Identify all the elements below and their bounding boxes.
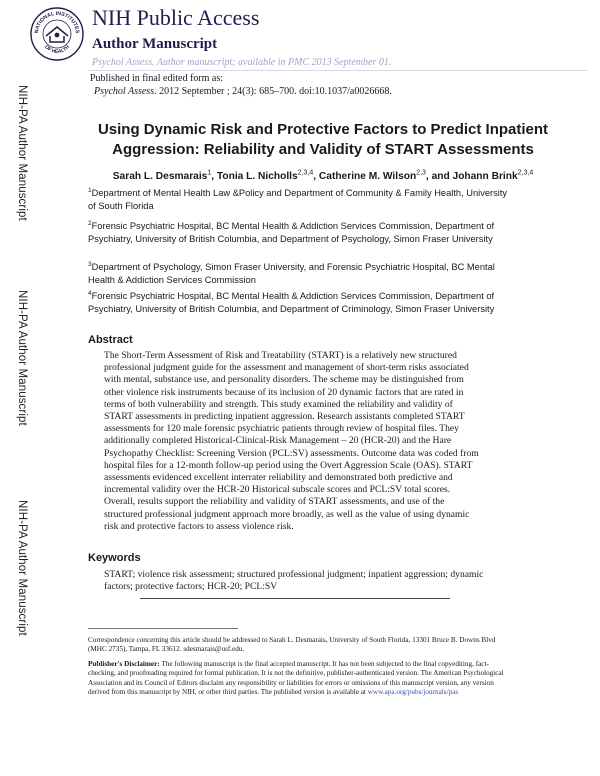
author-3 bbox=[319, 171, 453, 182]
author-1 bbox=[113, 171, 217, 182]
logo-text-top: NATIONAL INSTITUTES bbox=[33, 10, 81, 34]
apa-journal-link[interactable]: www.apa.org/pubs/journals/pas bbox=[367, 688, 459, 697]
author-name: Johann Brink bbox=[452, 171, 518, 183]
author-affiliation-marker: 1 bbox=[207, 170, 212, 177]
affiliation-4: $^4$Forensic Psychiatric Hospital, BC Mental Health & Addiction Services Commission, Department of Psychiatry, University of British Columbia, and Department of Criminology, Simon Fraser University bbox=[88, 290, 495, 314]
author-affiliation-marker: 2,3,4 bbox=[517, 170, 534, 177]
logo-text-bottom: OF HEALTH bbox=[43, 44, 71, 56]
header-title: NIH Public Access bbox=[92, 5, 260, 30]
affiliation-1: $^1$Department of Mental Health Law &Policy and Department of Community & Family Health, University of South Florida bbox=[88, 187, 508, 211]
nih-pa-watermark-top: NIH-PA Author Manuscript bbox=[16, 85, 28, 221]
author-name: Sarah L. Desmarais bbox=[112, 171, 208, 183]
correspondence-note: Correspondence concerning this article should be addressed to Sarah L. Desmarais, University of South Florida, 13301 Bruce B. Downs Blvd (MHC 2735), Tampa, FL 33612. sdesmarais@usf.edu. bbox=[88, 636, 496, 654]
published-label: Published in final edited form as: bbox=[90, 73, 224, 84]
author-separator: , and bbox=[425, 171, 453, 183]
author-affiliation-marker: 2,3 bbox=[416, 170, 426, 177]
author-list bbox=[88, 170, 558, 182]
nih-seal-logo-icon bbox=[29, 6, 85, 62]
citation-line bbox=[94, 86, 392, 97]
author-separator: , bbox=[211, 171, 217, 183]
nih-pa-watermark-middle: NIH-PA Author Manuscript bbox=[16, 290, 28, 426]
author-separator: , bbox=[313, 171, 319, 183]
keywords-text: START; violence risk assessment; structured professional judgment; inpatient aggression; dynamic factors; protective factors; HCR-20; PCL:SV bbox=[104, 569, 484, 593]
author-affiliation-marker: 2,3,4 bbox=[297, 170, 314, 177]
affiliation-2: $^2$Forensic Psychiatric Hospital, BC Mental Health & Addiction Services Commission, Department of Psychiatry, University of British Columbia, and Department of Psychology, Simon Fraser University bbox=[88, 220, 495, 244]
abstract-heading: Abstract bbox=[88, 334, 133, 346]
header-subtitle: Author Manuscript bbox=[92, 36, 218, 52]
header-divider bbox=[88, 70, 588, 71]
author-name: Catherine M. Wilson bbox=[318, 171, 417, 183]
nih-pa-watermark-bottom: NIH-PA Author Manuscript bbox=[16, 500, 28, 636]
journal-name: Psychol Assess bbox=[94, 86, 155, 97]
keywords-heading: Keywords bbox=[88, 552, 141, 564]
keywords-divider bbox=[140, 598, 450, 599]
citation-details: . 2012 September ; 24(3): 685–700. doi:10.1037/a0026668. bbox=[154, 86, 392, 97]
author-name: Tonia L. Nicholls bbox=[216, 171, 298, 183]
footnote-rule bbox=[88, 628, 238, 629]
publisher-disclaimer bbox=[88, 660, 508, 698]
disclaimer-label: Publisher's Disclaimer: bbox=[88, 660, 160, 668]
article-title: Using Dynamic Risk and Protective Factors to Predict Inpatient Aggression: Reliability and Validity of START Assessments bbox=[97, 121, 549, 158]
affiliation-3: $^3$Department of Psychology, Simon Fraser University, and Forensic Psychiatric Hospital, BC Mental Health & Addiction Services Commission bbox=[88, 261, 495, 285]
author-2 bbox=[217, 171, 319, 182]
abstract-text: The Short-Term Assessment of Risk and Treatability (START) is a relatively new structured professional judgment guide for the assessment and management of short-term risks associated with mental, substance use, and personality disorders. The scheme may be distinguished from other violence risk instruments because of its inclusion of 20 dynamic factors that are rated in terms of both vulnerability and strength. This study examined the reliability and validity of START assessments in predicting inpatient aggression. Research assistants completed START assessments for 120 male forensic psychiatric patients through review of hospital files. They additionally completed Historical-Clinical-Risk Management – 20 (HCR-20) and the Hare Psychopathy Checklist: Screening Version (PCL:SV) assessments. Outcome data was coded from hospital files for a 12-month follow-up period using the Overt Aggression Scale (OAS). START assessments evidenced excellent interrater reliability and demonstrated both predictive and incremental validity over the HCR-20 Historical subscale scores and PCL:SV total scores. Overall, results support the reliability and validity of START assessments, and use of the structured professional judgment approach more broadly, as well as the value of using dynamic risk and protective factors to assess violence risk. bbox=[104, 350, 479, 532]
author-4 bbox=[453, 171, 534, 182]
availability-note: Psychol Assess. Author manuscript; available in PMC 2013 September 01. bbox=[92, 57, 392, 68]
disclaimer-text: The following manuscript is the final accepted manuscript. It has not been subjected to the final copyediting, fact-checking, and proofreading required for formal publication. It is not the definitive, publisher-authenticated version. The American Psychological Association and its Council of Editors disclaim any responsibility or liabilities for errors or omissions of this manuscript version, any version derived from this manuscript by NIH, or other third parties. The published version is available at bbox=[88, 660, 504, 697]
